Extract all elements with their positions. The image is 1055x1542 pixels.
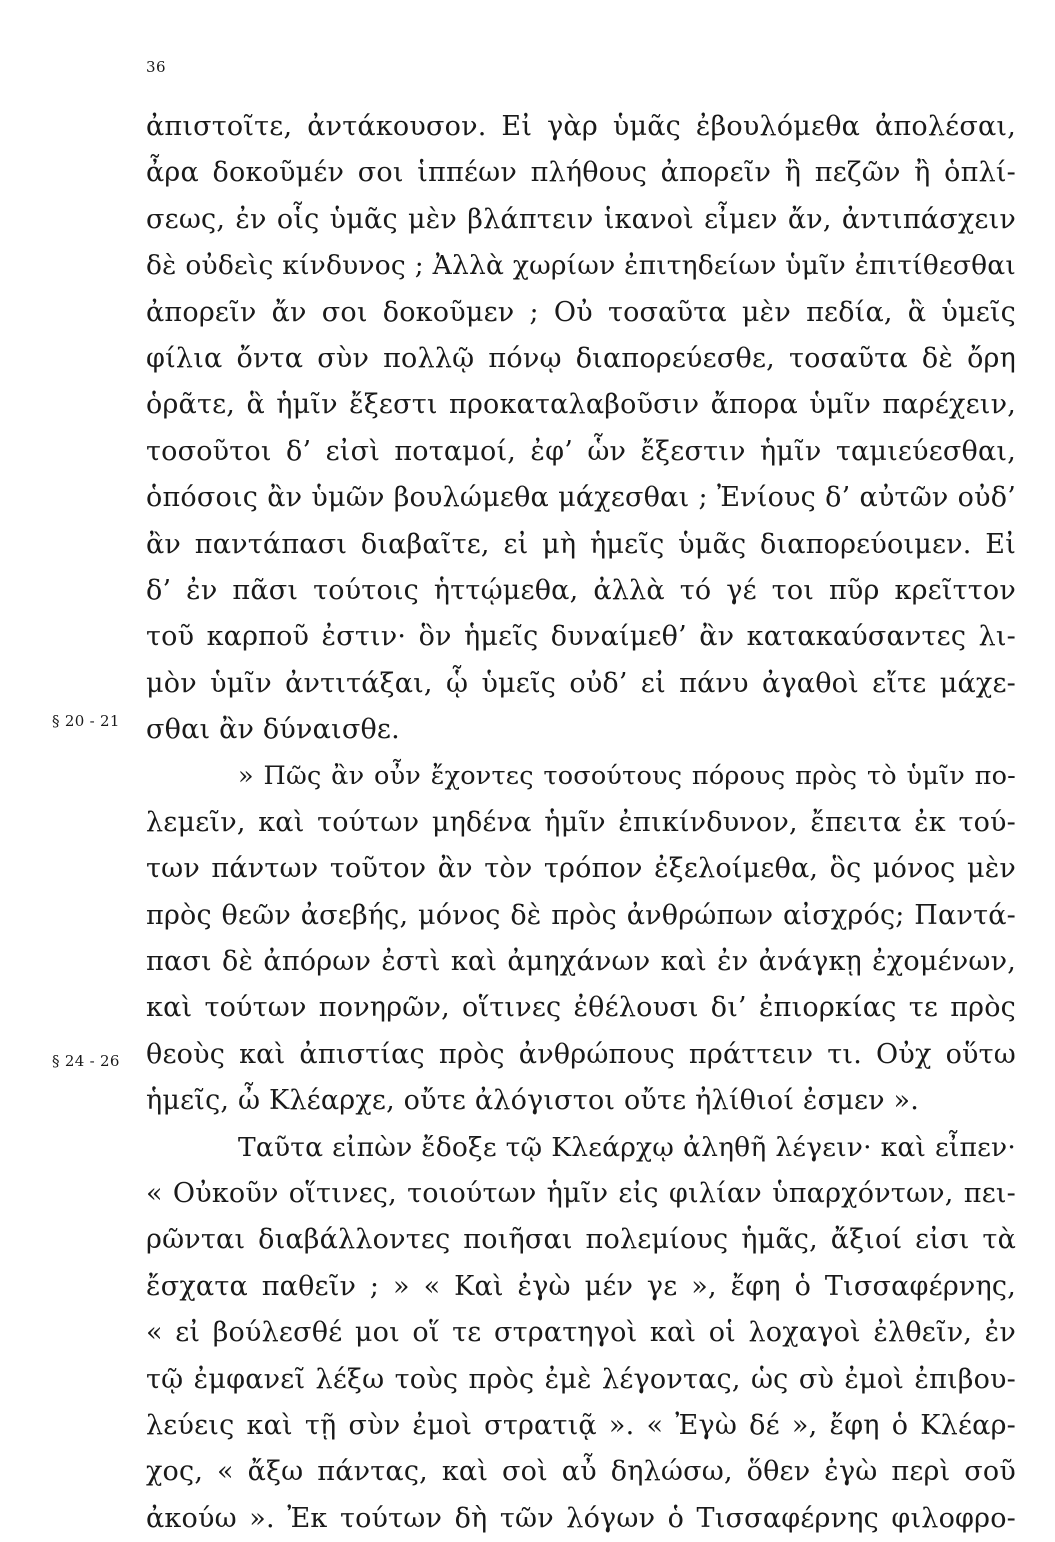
text-line: ἂν παντάπασι διαβαῖτε, εἰ μὴ ἡμεῖς ὑμᾶς διαπορεύοιμεν. Εἰ [146,528,1016,560]
text-line: Ταῦτα εἰπὼν ἔδοξε τῷ Κλεάρχῳ ἀληθῆ λέγειν· καὶ εἶπεν· [238,1131,1016,1163]
text-line: « εἰ βούλεσθέ μοι οἵ τε στρατηγοὶ καὶ οἱ λοχαγοὶ ἐλθεῖν, ἐν [146,1317,1016,1349]
text-line: ὁπόσοις ἂν ὑμῶν βουλώμεθα μάχεσθαι ; Ἐνίους δ’ αὐτῶν οὐδ’ [146,482,1016,514]
text-line: πασι δὲ ἀπόρων ἐστὶ καὶ ἀμηχάνων καὶ ἐν ἀνάγκῃ ἐχομένων, [146,946,1016,978]
text-line: σεως, ἐν οἷς ὑμᾶς μὲν βλάπτειν ἱκανοὶ εἶμεν ἄν, ἀντιπάσχειν [146,203,1016,235]
text-line: δὲ οὐδεὶς κίνδυνος ; Ἀλλὰ χωρίων ἐπιτηδείων ὑμῖν ἐπιτίθεσθαι [146,250,1016,282]
text-line: χος, « ἄξω πάντας, καὶ σοὶ αὖ δηλώσω, ὅθεν ἐγὼ περὶ σοῦ [146,1456,1016,1488]
text-line: τῷ ἐμφανεῖ λέξω τοὺς πρὸς ἐμὲ λέγοντας, ὡς σὺ ἐμοὶ ἐπιβου- [146,1363,1016,1395]
text-line: πρὸς θεῶν ἀσεβής, μόνος δὲ πρὸς ἀνθρώπων αἰσχρός; Παντά- [146,899,1016,931]
text-line: ἀπιστοῖτε, ἀντάκουσον. Εἰ γὰρ ὑμᾶς ἐβουλόμεθα ἀπολέσαι, [146,111,1016,142]
margin-section-ref: § 20 - 21 [52,712,120,730]
text-line: τοσοῦτοι δ’ εἰσὶ ποταμοί, ἐφ’ ὧν ἔξεστιν ἡμῖν ταμιεύεσθαι, [146,435,1016,467]
text-line: καὶ τούτων πονηρῶν, οἵτινες ἐθέλουσι δι’ ἐπιορκίας τε πρὸς [146,992,1016,1024]
text-line: σθαι ἂν δύναισθε. [146,714,400,746]
margin-section-ref: § 24 - 26 [52,1052,120,1070]
text-line: δ’ ἐν πᾶσι τούτοις ἡττῴμεθα, ἀλλὰ τό γέ τοι πῦρ κρεῖττον [146,574,1016,606]
text-line: ρῶνται διαβάλλοντες ποιῆσαι πολεμίους ἡμᾶς, ἄξιοί εἰσι τὰ [146,1224,1016,1256]
text-line: ἀκούω ». Ἐκ τούτων δὴ τῶν λόγων ὁ Τισσαφέρνης φιλοφρο- [146,1502,1016,1534]
text-line: λεμεῖν, καὶ τούτων μηδένα ἡμῖν ἐπικίνδυνον, ἔπειτα ἐκ τού- [146,806,1016,838]
text-line: ἀπορεῖν ἄν σοι δοκοῦμεν ; Οὐ τοσαῦτα μὲν πεδία, ἃ ὑμεῖς [146,296,1016,328]
text-line: τοῦ καρποῦ ἐστιν· ὃν ἡμεῖς δυναίμεθ’ ἂν κατακαύσαντες λι- [146,621,1016,653]
text-line: « Οὐκοῦν οἵτινες, τοιούτων ἡμῖν εἰς φιλίαν ὑπαρχόντων, πει- [146,1177,1016,1209]
text-line: λεύεις καὶ τῇ σὺν ἐμοὶ στρατιᾷ ». « Ἐγὼ δέ », ἔφη ὁ Κλέαρ- [146,1409,1016,1441]
text-line: ἆρα δοκοῦμέν σοι ἱππέων πλήθους ἀπορεῖν ἢ πεζῶν ἢ ὁπλί- [146,157,1016,189]
body-text [146,104,1016,1542]
text-line: » Πῶς ἂν οὖν ἔχοντες τοσούτους πόρους πρὸς τὸ ὑμῖν πο- [238,761,1016,792]
text-line: μὸν ὑμῖν ἀντιτάξαι, ᾧ ὑμεῖς οὐδ’ εἰ πάνυ ἀγαθοὶ εἴτε μάχε- [146,667,1016,699]
text-line: ὁρᾶτε, ἃ ἡμῖν ἔξεστι προκαταλαβοῦσιν ἄπορα ὑμῖν παρέχειν, [146,389,1016,421]
text-line: ἔσχατα παθεῖν ; » « Καὶ ἐγὼ μέν γε », ἔφη ὁ Τισσαφέρνης, [146,1270,1016,1302]
text-line: φίλια ὄντα σὺν πολλῷ πόνῳ διαπορεύεσθε, τοσαῦτα δὲ ὄρη [146,342,1016,374]
page-number: 36 [146,58,167,76]
text-line: ἡμεῖς, ὦ Κλέαρχε, οὔτε ἀλόγιστοι οὔτε ἠλίθιοί ἐσμεν ». [146,1085,920,1117]
text-line: των πάντων τοῦτον ἂν τὸν τρόπον ἐξελοίμεθα, ὃς μόνος μὲν [146,853,1016,885]
text-line: θεοὺς καὶ ἀπιστίας πρὸς ἀνθρώπους πράττειν τι. Οὐχ οὕτω [146,1038,1016,1070]
